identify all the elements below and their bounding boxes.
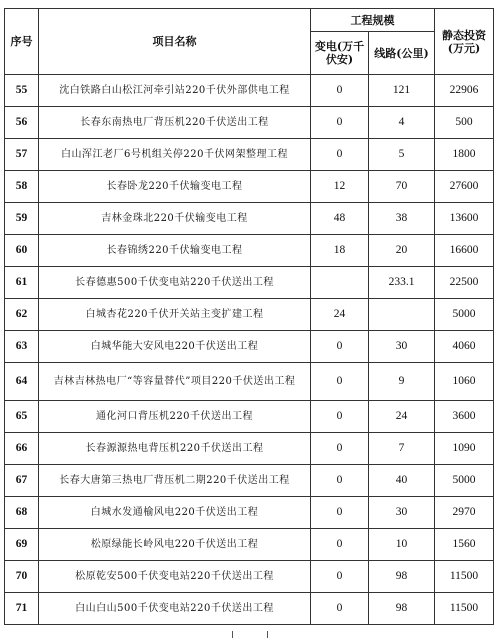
investment-cell: 4060 xyxy=(435,331,494,363)
project-name-cell: 长春大唐第三热电厂背压机二期220千伏送出工程 xyxy=(39,465,311,497)
investment-cell: 22500 xyxy=(435,267,494,299)
row-number: 70 xyxy=(5,561,39,593)
table-row xyxy=(5,203,494,235)
investment-cell: 2970 xyxy=(435,497,494,529)
substation-capacity-cell: 0 xyxy=(311,331,369,363)
investment-cell: 3600 xyxy=(435,401,494,433)
project-name-cell: 通化河口背压机220千伏送出工程 xyxy=(39,401,311,433)
row-number: 55 xyxy=(5,75,39,107)
row-number: 64 xyxy=(5,363,39,401)
row-number: 62 xyxy=(5,299,39,331)
substation-capacity-cell: 12 xyxy=(311,171,369,203)
table-row xyxy=(5,465,494,497)
project-name-cell: 白城华能大安风电220千伏送出工程 xyxy=(39,331,311,363)
project-name-cell: 白城杏花220千伏开关站主变扩建工程 xyxy=(39,299,311,331)
substation-capacity-cell xyxy=(311,267,369,299)
table-row xyxy=(5,139,494,171)
row-number: 71 xyxy=(5,593,39,625)
substation-capacity-cell: 0 xyxy=(311,363,369,401)
substation-capacity-cell: 0 xyxy=(311,107,369,139)
page-edge-mark xyxy=(232,631,233,638)
project-name-cell: 白山浑江老厂6号机组关停220千伏网架整理工程 xyxy=(39,139,311,171)
substation-capacity-cell: 18 xyxy=(311,235,369,267)
header-investment: 静态投资(万元) xyxy=(435,9,494,75)
table-row xyxy=(5,497,494,529)
row-number: 65 xyxy=(5,401,39,433)
line-length-cell: 30 xyxy=(369,331,435,363)
line-length-cell: 30 xyxy=(369,497,435,529)
table-row xyxy=(5,593,494,625)
line-length-cell: 98 xyxy=(369,561,435,593)
project-name-cell: 吉林金珠北220千伏输变电工程 xyxy=(39,203,311,235)
header-substation: 变电(万千伏安) xyxy=(311,32,369,75)
table-row xyxy=(5,235,494,267)
table-row xyxy=(5,267,494,299)
line-length-cell: 20 xyxy=(369,235,435,267)
project-name-cell: 长春源源热电背压机220千伏送出工程 xyxy=(39,433,311,465)
line-length-cell: 38 xyxy=(369,203,435,235)
investment-cell: 1800 xyxy=(435,139,494,171)
substation-capacity-cell: 24 xyxy=(311,299,369,331)
row-number: 68 xyxy=(5,497,39,529)
row-number: 63 xyxy=(5,331,39,363)
substation-capacity-cell: 0 xyxy=(311,561,369,593)
substation-capacity-cell: 0 xyxy=(311,433,369,465)
project-name-cell: 长春卧龙220千伏输变电工程 xyxy=(39,171,311,203)
line-length-cell xyxy=(369,299,435,331)
table-row xyxy=(5,107,494,139)
project-name-cell: 长春东南热电厂背压机220千伏送出工程 xyxy=(39,107,311,139)
line-length-cell: 5 xyxy=(369,139,435,171)
table-row xyxy=(5,331,494,363)
substation-capacity-cell: 0 xyxy=(311,593,369,625)
table-row xyxy=(5,561,494,593)
row-number: 58 xyxy=(5,171,39,203)
row-number: 66 xyxy=(5,433,39,465)
project-name-cell: 松原绿能长岭风电220千伏送出工程 xyxy=(39,529,311,561)
project-name-cell: 长春锦绣220千伏输变电工程 xyxy=(39,235,311,267)
investment-cell: 27600 xyxy=(435,171,494,203)
line-length-cell: 4 xyxy=(369,107,435,139)
row-number: 59 xyxy=(5,203,39,235)
investment-cell: 11500 xyxy=(435,593,494,625)
line-length-cell: 121 xyxy=(369,75,435,107)
substation-capacity-cell: 0 xyxy=(311,465,369,497)
investment-cell: 13600 xyxy=(435,203,494,235)
page-edge-mark xyxy=(267,631,268,638)
table-row xyxy=(5,171,494,203)
table-row xyxy=(5,529,494,561)
row-number: 69 xyxy=(5,529,39,561)
table-row xyxy=(5,75,494,107)
row-number: 56 xyxy=(5,107,39,139)
table-row xyxy=(5,363,494,401)
substation-capacity-cell: 0 xyxy=(311,529,369,561)
investment-cell: 22906 xyxy=(435,75,494,107)
line-length-cell: 40 xyxy=(369,465,435,497)
row-number: 60 xyxy=(5,235,39,267)
investment-cell: 1560 xyxy=(435,529,494,561)
header-scale: 工程规模 xyxy=(311,9,435,32)
line-length-cell: 98 xyxy=(369,593,435,625)
substation-capacity-cell: 0 xyxy=(311,497,369,529)
investment-cell: 11500 xyxy=(435,561,494,593)
header-project-name: 项目名称 xyxy=(39,9,311,75)
investment-cell: 1090 xyxy=(435,433,494,465)
project-table xyxy=(4,8,494,625)
substation-capacity-cell: 0 xyxy=(311,401,369,433)
header-line: 线路(公里) xyxy=(369,32,435,75)
investment-cell: 16600 xyxy=(435,235,494,267)
investment-cell: 1060 xyxy=(435,363,494,401)
project-name-cell: 吉林吉林热电厂“等容量替代”项目220千伏送出工程 xyxy=(39,363,311,401)
line-length-cell: 7 xyxy=(369,433,435,465)
line-length-cell: 233.1 xyxy=(369,267,435,299)
project-name-cell: 松原乾安500千伏变电站220千伏送出工程 xyxy=(39,561,311,593)
header-seq: 序号 xyxy=(5,9,39,75)
project-name-cell: 长春德惠500千伏变电站220千伏送出工程 xyxy=(39,267,311,299)
project-name-cell: 白城水发通榆风电220千伏送出工程 xyxy=(39,497,311,529)
row-number: 67 xyxy=(5,465,39,497)
table-row xyxy=(5,299,494,331)
investment-cell: 5000 xyxy=(435,465,494,497)
substation-capacity-cell: 0 xyxy=(311,75,369,107)
line-length-cell: 9 xyxy=(369,363,435,401)
row-number: 61 xyxy=(5,267,39,299)
investment-cell: 500 xyxy=(435,107,494,139)
row-number: 57 xyxy=(5,139,39,171)
investment-cell: 5000 xyxy=(435,299,494,331)
substation-capacity-cell: 48 xyxy=(311,203,369,235)
project-name-cell: 沈白铁路白山松江河牵引站220千伏外部供电工程 xyxy=(39,75,311,107)
table-row xyxy=(5,401,494,433)
table-row xyxy=(5,433,494,465)
line-length-cell: 10 xyxy=(369,529,435,561)
project-name-cell: 白山白山500千伏变电站220千伏送出工程 xyxy=(39,593,311,625)
line-length-cell: 24 xyxy=(369,401,435,433)
substation-capacity-cell: 0 xyxy=(311,139,369,171)
line-length-cell: 70 xyxy=(369,171,435,203)
